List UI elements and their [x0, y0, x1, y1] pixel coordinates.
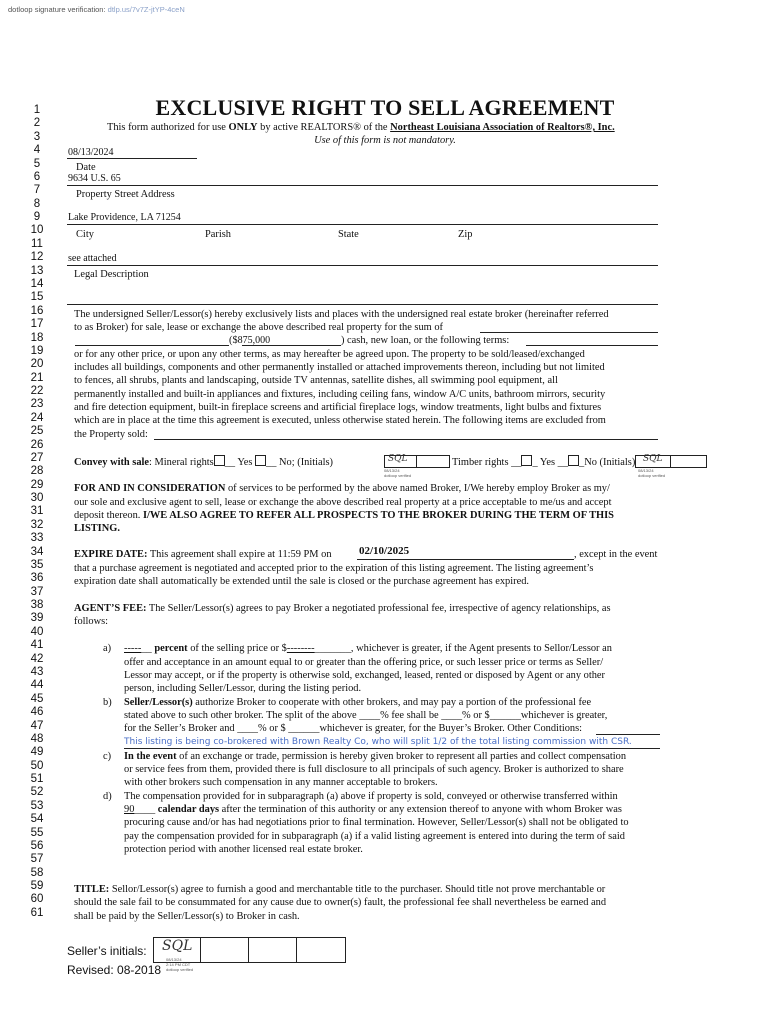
co-broker-note-line — [124, 748, 660, 749]
price-line: ($875,000 — [229, 335, 271, 346]
line-number: 28 — [30, 465, 44, 478]
line-number: 14 — [30, 277, 44, 290]
line-number: 38 — [30, 599, 44, 612]
line-number: 47 — [30, 719, 44, 732]
line-number: 57 — [30, 853, 44, 866]
item-d-line: 90____ calendar days after the termination of this authority or any extension thereof to anyone with whom Broker was — [124, 804, 622, 815]
line-number: 19 — [30, 344, 44, 357]
address-line — [67, 185, 658, 186]
timber-initials-stamp: 08/13/24 dotloop verified — [638, 468, 666, 478]
address-value[interactable]: 9634 U.S. 65 — [68, 173, 121, 184]
item-letter: b) — [103, 697, 112, 708]
legal-line — [67, 265, 658, 266]
city-label: City — [76, 229, 94, 240]
line-number: 13 — [30, 264, 44, 277]
date-value[interactable]: 08/13/2024 — [68, 147, 114, 158]
line-number: 15 — [30, 291, 44, 304]
line-number: 59 — [30, 880, 44, 892]
seller-initials-box-2[interactable] — [200, 937, 250, 963]
item-a-line: -----__ percent of the selling price or $--------_______, whichever is greater, if the Agent presents to Sellor/Lessor an — [124, 643, 612, 654]
title-clause-line: TITLE: Sellor/Lessor(s) agree to furnish a good and merchantable title to the purchaser. Should title not prove merchantable or — [74, 884, 606, 895]
state-label: State — [338, 229, 359, 240]
line-number: 60 — [30, 893, 44, 906]
not-mandatory-note: Use of this form is not mandatory. — [314, 135, 456, 146]
line-number: 2 — [33, 117, 41, 130]
expire-line: EXPIRE DATE: This agreement shall expire at 11:59 PM on — [74, 549, 332, 560]
item-letter: a) — [103, 643, 112, 654]
convey-line: Convey with sale: Mineral rights __ Yes __ No; (Initials) — [74, 457, 334, 468]
body-line: or for any other price, or upon any other terms, as may hereafter be agreed upon. The property to be sold/leased/exchanged — [74, 349, 585, 360]
item-a-line: offer and acceptance in an amount equal to or greater than the offering price, or such lesser price or terms as Seller/ — [124, 657, 604, 668]
item-a-line: Lessor may accept, or if the property is otherwise sold, exchanged, leased, rented or disposed by Agent or any other — [124, 670, 605, 681]
line-number: 20 — [30, 358, 44, 371]
line-number: 51 — [30, 773, 44, 785]
expire-line: expiration date shall automatically be extended until the sale is closed or the purchase agreement has expired. — [74, 576, 530, 587]
line-number: 24 — [30, 411, 44, 424]
line-number: 16 — [30, 304, 44, 317]
item-c-line: or service fees from them, provided there is full disclosure to all principals of such agency. Broker is authorized to share — [124, 764, 624, 775]
agents-fee-line: AGENT’S FEE: The Seller/Lessor(s) agrees to pay Broker a negotiated professional fee, irrespective of agency relationships, as — [74, 603, 611, 614]
line-number: 29 — [30, 478, 44, 491]
line-number: 42 — [30, 652, 44, 665]
line-number: 18 — [30, 331, 44, 344]
item-b-line: stated above to such other broker. The split of the above ____% fee shall be ____% or $______whichever is greater, — [124, 710, 608, 721]
line-number: 48 — [30, 732, 44, 745]
seller-initials-box-3[interactable] — [248, 937, 298, 963]
item-a-line: person, including Seller/Lessor, during the listing period. — [124, 683, 362, 694]
line-number: 4 — [33, 144, 41, 157]
seller-initials-box-4[interactable] — [296, 937, 346, 963]
line-number: 53 — [30, 799, 44, 812]
line-number: 34 — [30, 545, 44, 558]
body-line: ) cash, new loan, or the following terms: — [341, 335, 510, 346]
line-number: 12 — [30, 251, 44, 264]
line-number: 58 — [30, 866, 44, 879]
line-number: 27 — [30, 451, 44, 464]
item-d-line: procuring cause and/or has had negotiations prior to final termination. However, Seller/Lessor(s) shall not be obligated to — [124, 817, 629, 828]
line-number: 40 — [30, 625, 44, 638]
line-number: 45 — [30, 692, 44, 705]
city-line — [67, 224, 658, 225]
line-number: 37 — [30, 585, 44, 598]
expire-line: that a purchase agreement is negotiated and accepted prior to the expiration of this listing agreement. The listing agreement’s — [74, 563, 594, 574]
other-conditions-line — [596, 734, 660, 735]
price-value-line — [242, 345, 341, 346]
line-number: 25 — [30, 425, 44, 438]
body-line: The undersigned Seller/Lessor(s) hereby exclusively lists and places with the undersigned real estate broker (hereinafter referred — [74, 309, 609, 320]
item-letter: c) — [103, 751, 112, 762]
timber-no-checkbox[interactable] — [568, 455, 579, 466]
legal-value[interactable]: see attached — [68, 253, 117, 264]
timber-line: Timber rights __ _ Yes __ _No (Initials) — [452, 457, 636, 468]
line-number: 26 — [30, 438, 44, 451]
line-number: 1 — [33, 104, 41, 116]
line-number: 52 — [30, 786, 44, 799]
line-number: 41 — [30, 639, 44, 652]
expire-date-value[interactable]: 02/10/2025 — [359, 545, 410, 557]
line-number: 49 — [30, 746, 44, 759]
line-number: 23 — [30, 398, 44, 411]
line-number: 5 — [33, 157, 41, 170]
body-line: includes all buildings, components and other permanently installed or attached improvements thereon, including but not limited — [74, 362, 605, 373]
city-value[interactable]: Lake Providence, LA 71254 — [68, 212, 181, 223]
page-title: EXCLUSIVE RIGHT TO SELL AGREEMENT — [155, 95, 615, 120]
sellers-initials-label: Seller’s initials: — [67, 944, 147, 958]
item-c-line: with other brokers such compensation in any manner acceptable to brokers. — [124, 777, 438, 788]
consideration-line: deposit thereon. I/WE ALSO AGREE TO REFER ALL PROSPECTS TO THE BROKER DURING THE TERM OF THIS — [74, 510, 614, 521]
consideration-line: FOR AND IN CONSIDERATION of services to be performed by the above named Broker, I/We hereby employ Broker as my/ — [74, 483, 610, 494]
agents-fee-line: follows: — [74, 616, 109, 627]
line-number: 50 — [30, 759, 44, 772]
line-number: 21 — [30, 371, 44, 384]
parish-label: Parish — [205, 229, 231, 240]
price-line-left — [75, 345, 229, 346]
item-d-line: pay the compensation provided for in subparagraph (a) if a valid listing agreement is entered into during the term of said — [124, 831, 625, 842]
seller-initials-signature: SQL — [162, 938, 193, 954]
timber-initials-signature: SQL — [643, 454, 663, 464]
excluded-items-line — [154, 439, 658, 440]
legal-label: Legal Description — [74, 269, 149, 280]
line-number: 22 — [30, 385, 44, 397]
body-line: to as Broker) for sale, lease or exchange the above described real property for the sum of — [74, 322, 444, 333]
line-number: 17 — [30, 318, 44, 331]
date-line — [67, 158, 197, 159]
title-clause-line: should the sale fail to be consummated for any cause due to owner(s) fault, the professional fee shall nevertheless be earned and — [74, 897, 607, 908]
body-line: permanently installed and built-in appliances and fixtures, including ceiling fans, window A/C units, bathroom mirrors, security — [74, 389, 606, 400]
terms-line — [526, 345, 658, 346]
line-number: 36 — [30, 572, 44, 585]
verification-label: dotloop signature verification: — [8, 5, 106, 14]
line-number: 56 — [30, 839, 44, 852]
line-number: 54 — [30, 813, 44, 826]
line-number: 6 — [33, 170, 41, 183]
line-number: 30 — [30, 492, 44, 504]
line-number: 33 — [30, 532, 44, 545]
price-value[interactable]: 875,000 — [237, 335, 271, 346]
zip-label: Zip — [458, 229, 473, 240]
mineral-initials-stamp: 08/13/24 dotloop verified — [384, 468, 412, 478]
address-label: Property Street Address — [76, 189, 175, 200]
line-number: 11 — [31, 237, 43, 250]
line-number: 9 — [33, 211, 41, 223]
expire-line: , except in the event — [574, 549, 658, 560]
mineral-yes-checkbox[interactable] — [214, 455, 225, 466]
body-line: to fences, all shrubs, plants and landscaping, outside TV antennas, satellite dishes, all swimming pool equipment, all — [74, 375, 558, 386]
item-d-line: The compensation provided for in subparagraph (a) above if property is sold, conveyed or otherwise transferred within — [124, 791, 618, 802]
line-number: 10 — [30, 224, 44, 237]
timber-initials-box-2[interactable] — [670, 455, 707, 468]
revised-label: Revised: 08-2018 — [67, 963, 162, 977]
line-number: 61 — [30, 906, 44, 919]
body-line: the Property sold: — [74, 429, 148, 440]
verification-link[interactable]: dtlp.us/7v7Z-jtYP-4ceN — [107, 5, 185, 14]
line-number: 8 — [33, 197, 41, 210]
line-number: 31 — [30, 505, 44, 518]
item-c-line: In the event of an exchange or trade, permission is hereby given broker to represent all parties and collect compensation — [124, 751, 627, 762]
mineral-initials-signature: SQL — [388, 454, 408, 464]
item-b-line: Seller/Lessor(s) authorize Broker to cooperate with other brokers, and may pay a portion of the professional fee — [124, 697, 592, 708]
item-b-line: for the Seller’s Broker and ____% or $ ______whichever is greater, for the Buyer’s Broker. Other Conditions: — [124, 723, 583, 734]
line-number: 43 — [30, 666, 44, 678]
timber-yes-checkbox[interactable] — [521, 455, 532, 466]
sum-line — [480, 332, 658, 333]
line-number: 3 — [33, 130, 41, 143]
item-d-line: protection period with another licensed real estate broker. — [124, 844, 363, 855]
line-number: 55 — [30, 826, 44, 839]
authorization-line: This form authorized for use ONLY by active REALTORS® of the Northeast Louisiana Association of Realtors®, Inc. — [107, 122, 615, 133]
line-number: 39 — [30, 612, 44, 625]
body-line: and fire detection equipment, built-in fireplace screens and artificial fireplace logs, window treatments, light bulbs and fixtures — [74, 402, 602, 413]
line-number: 7 — [33, 184, 41, 197]
consideration-line: LISTING. — [74, 523, 120, 534]
line-number: 32 — [30, 518, 44, 531]
line-number: 35 — [30, 558, 44, 571]
legal-line-2 — [67, 304, 658, 305]
expire-date-line — [357, 559, 574, 560]
dotloop-verification — [8, 5, 185, 14]
co-broker-note[interactable]: This listing is being co-brokered with Brown Realty Co, who will split 1/2 of the total listing commission with CSR. — [124, 737, 632, 747]
mineral-initials-box-2[interactable] — [416, 455, 450, 468]
line-number: 46 — [30, 706, 44, 719]
seller-initials-stamp: 08/13/24 2:14 PM CDT dotloop verified — [166, 957, 194, 972]
item-letter: d) — [103, 791, 112, 802]
protection-days-value[interactable]: 90 — [124, 804, 135, 815]
mineral-no-checkbox[interactable] — [255, 455, 266, 466]
title-clause-line: shall be paid by the Seller/Lessor(s) to Broker in cash. — [74, 911, 300, 922]
line-number: 44 — [30, 679, 44, 692]
body-line: which are in place at the time this agreement is executed, unless otherwise stated herein. The following items are excluded from — [74, 415, 606, 426]
date-label: Date — [76, 162, 96, 173]
consideration-line: our sole and exclusive agent to sell, lease or exchange the above described real property at a price acceptable to me/us and accept — [74, 497, 612, 508]
